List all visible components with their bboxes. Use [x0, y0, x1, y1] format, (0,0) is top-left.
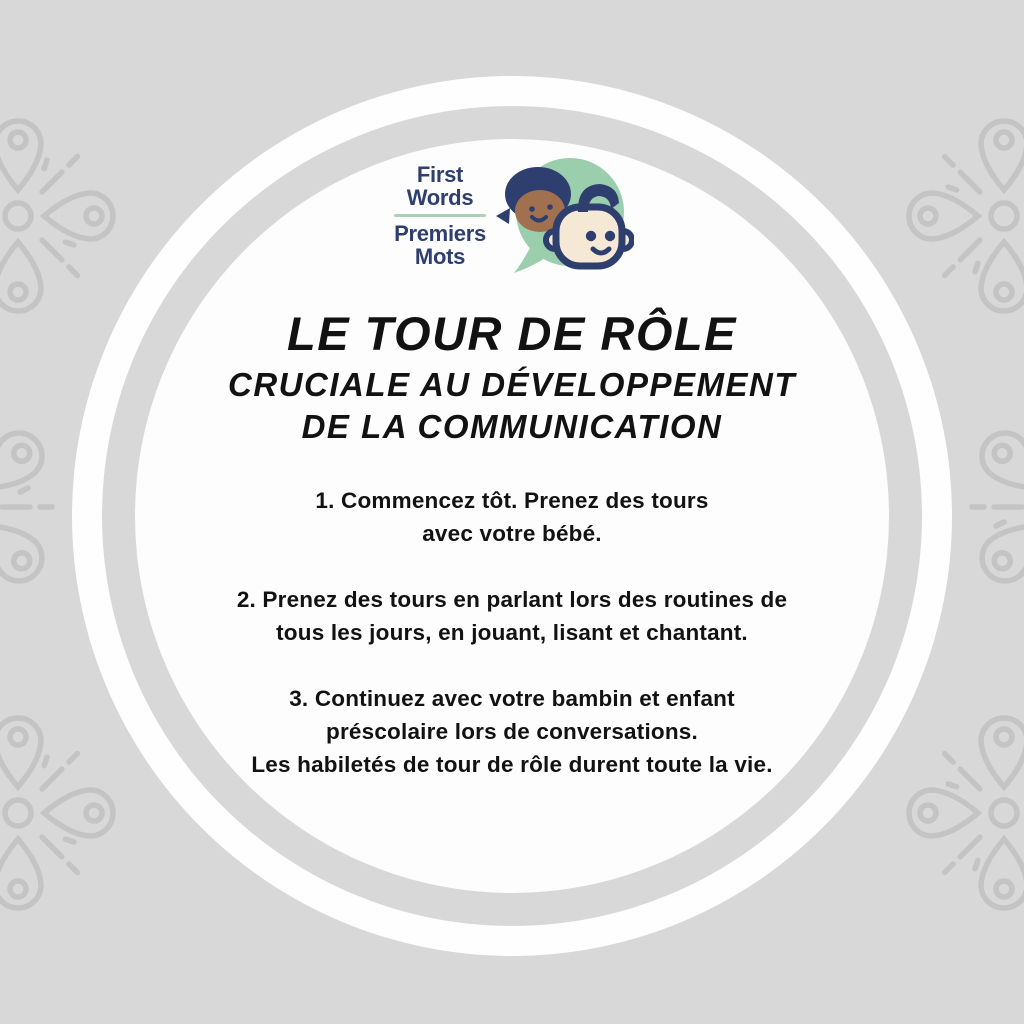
logo-text: [390, 163, 490, 268]
subtitle-line-1: CRUCIALE AU DÉVELOPPEMENT: [228, 366, 796, 403]
logo-line-first: First: [416, 161, 464, 187]
page-title: LE TOUR DE RÔLE: [287, 307, 737, 360]
tip-line: 2. Prenez des tours en parlant lors des routines de: [236, 587, 788, 612]
subtitle-line-2: DE LA COMMUNICATION: [301, 408, 723, 445]
tip-item-1: [112, 484, 912, 550]
logo-line-words: Words: [406, 184, 474, 210]
flower-pattern-icon: [909, 718, 1024, 908]
tip-line: tous les jours, en jouant, lisant et chantant.: [276, 620, 748, 645]
page-subtitle: [0, 364, 1024, 448]
logo-line-premiers: Premiers: [394, 220, 486, 246]
tip-item-3: [112, 682, 912, 781]
tip-line: avec votre bébé.: [422, 521, 602, 546]
tip-line: préscolaire lors de conversations.: [326, 719, 698, 744]
tips-list: [112, 484, 912, 814]
tip-item-2: [112, 583, 912, 649]
logo: [0, 156, 1024, 274]
flower-pattern-icon: [0, 718, 113, 908]
tip-line: Les habiletés de tour de rôle durent toute la vie.: [251, 752, 773, 777]
tip-line: 1. Commencez tôt. Prenez des tours: [315, 488, 709, 513]
logo-line-mots: Mots: [414, 243, 466, 269]
tip-line: 3. Continuez avec votre bambin et enfant: [289, 686, 735, 711]
logo-divider: [394, 214, 486, 217]
logo-illustration: [494, 156, 634, 274]
